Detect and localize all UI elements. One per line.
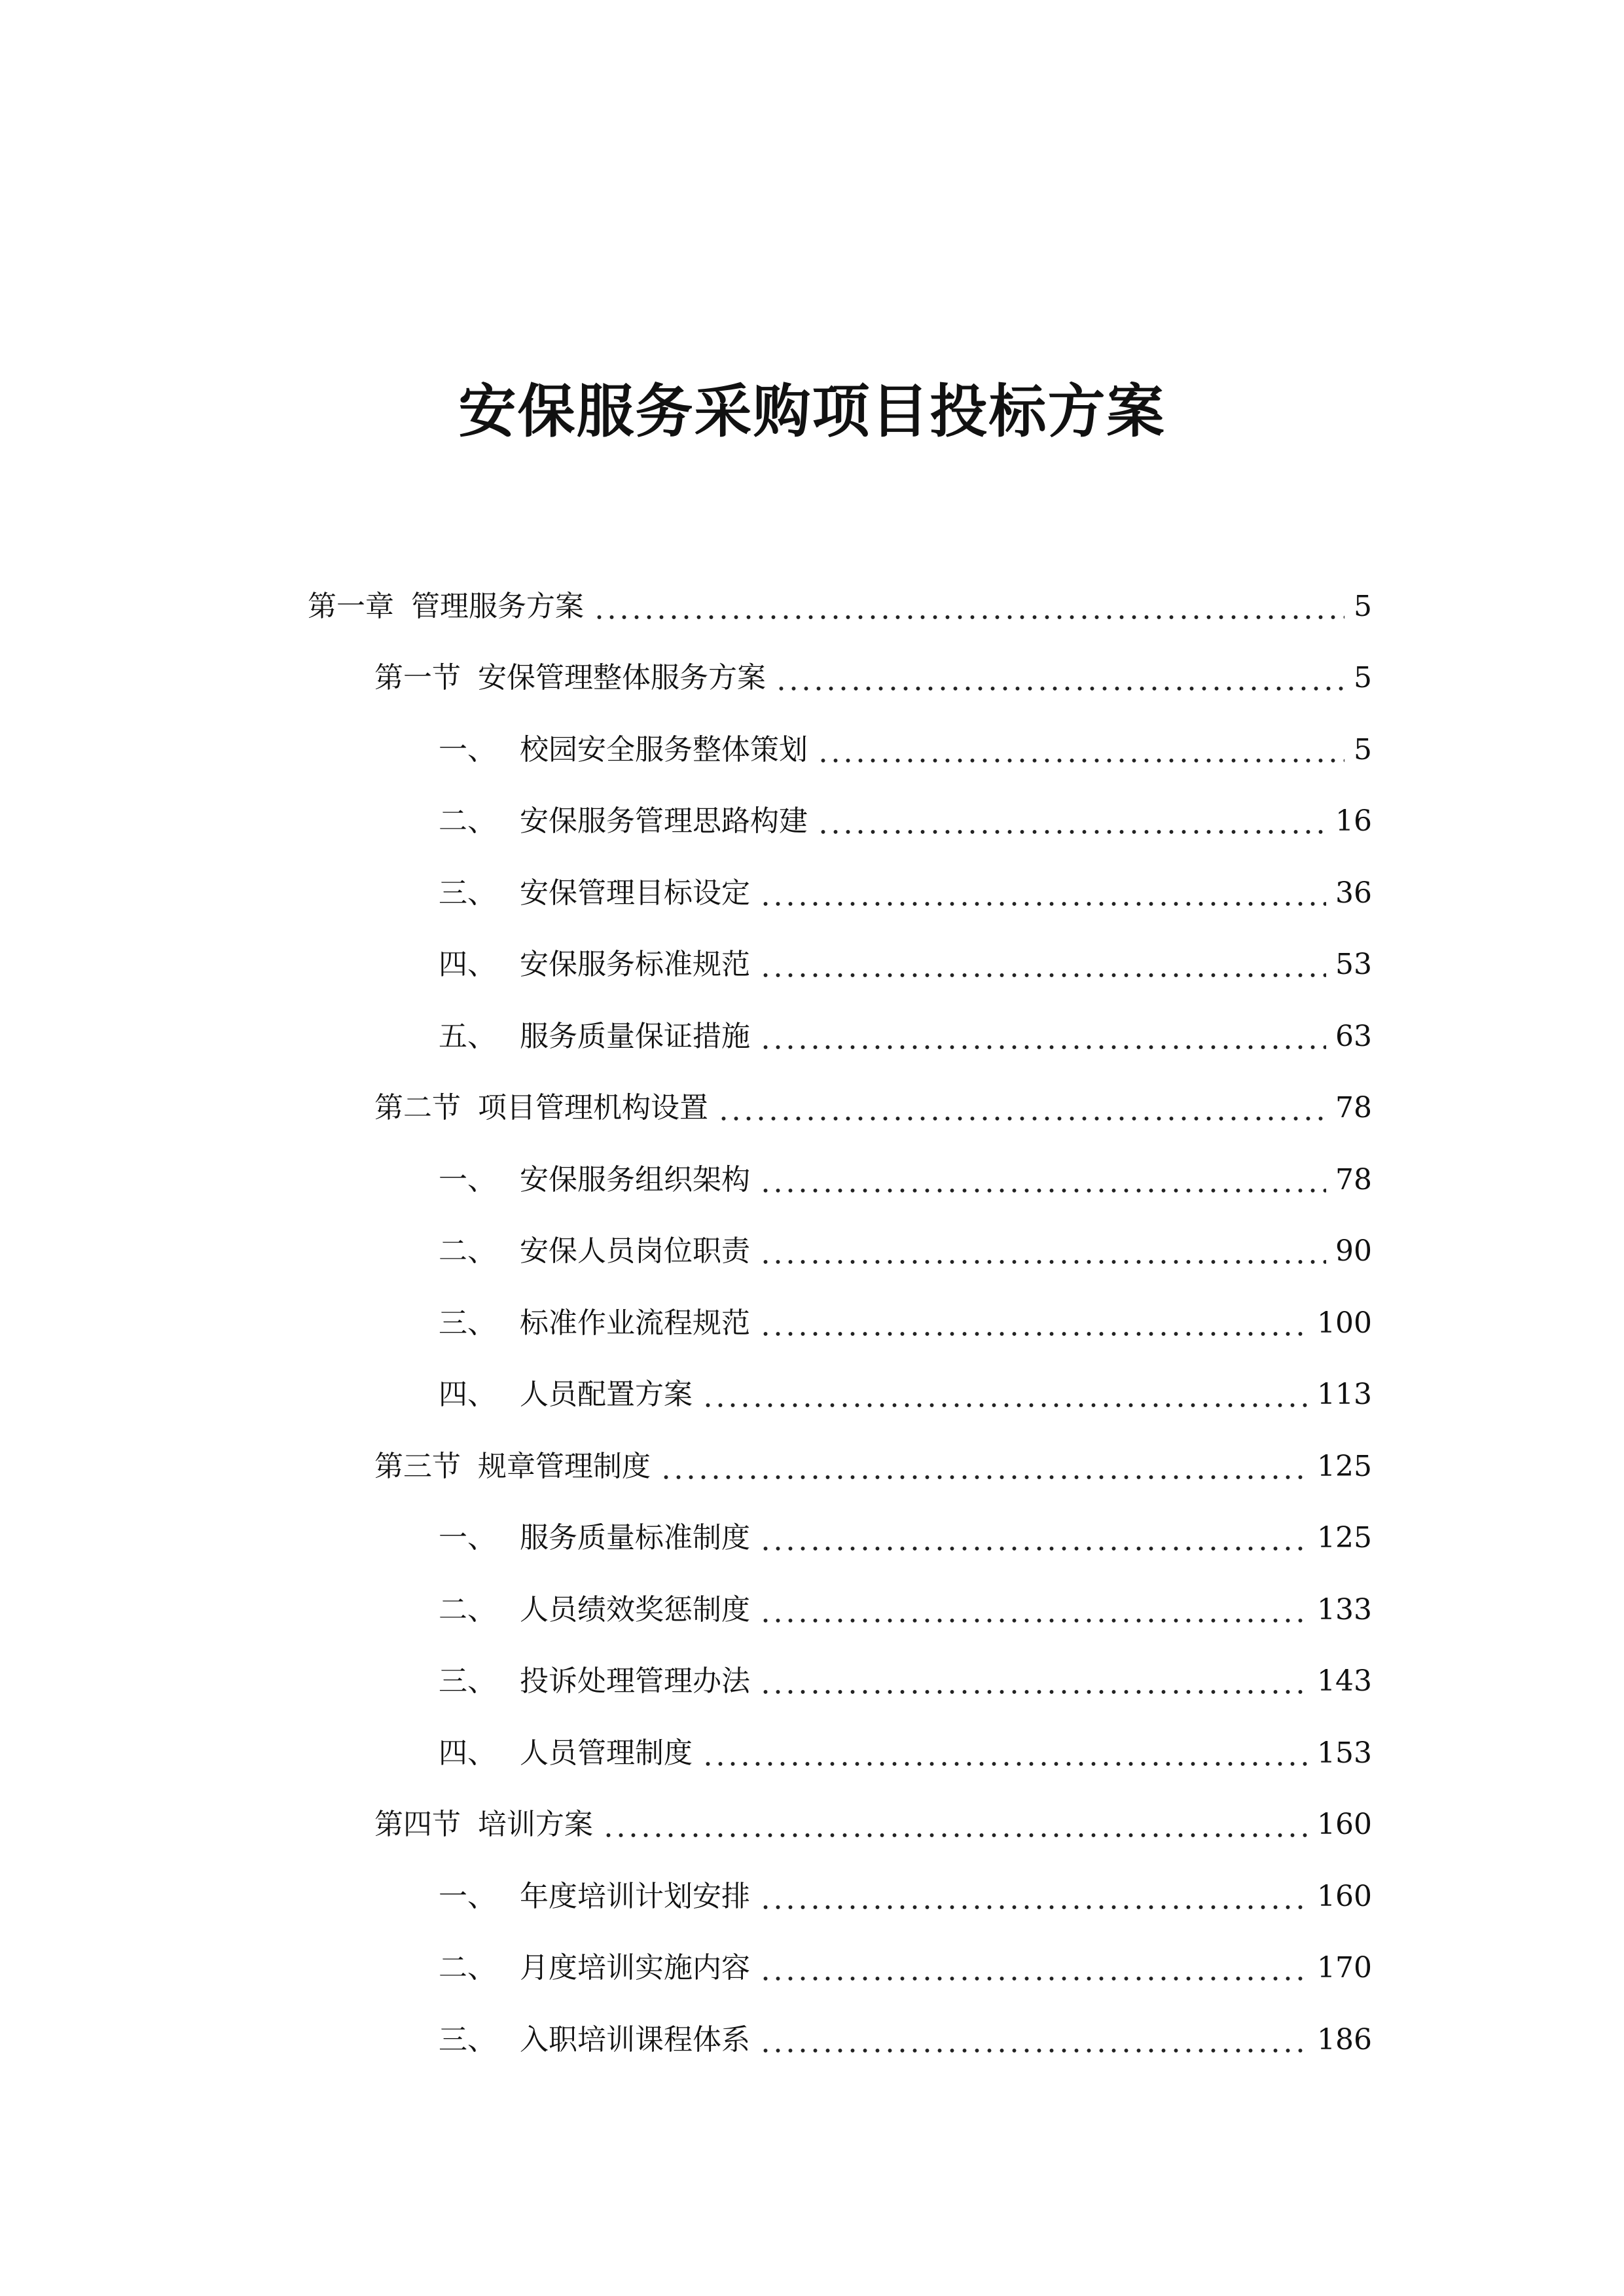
toc-subsection[interactable] — [0, 1001, 1624, 1073]
toc-subsection[interactable] — [0, 1646, 1624, 1718]
dot-leader — [817, 802, 1326, 841]
toc-chapter[interactable] — [0, 571, 1624, 643]
toc-entry-number: 二、 — [439, 804, 496, 838]
toc-page-number: 78 — [1335, 1162, 1372, 1196]
toc-entry-number: 一、 — [439, 1521, 496, 1555]
toc-entry-number: 五、 — [439, 1019, 496, 1053]
toc-entry-number: 三、 — [439, 2022, 496, 2056]
toc-subsection[interactable] — [0, 1933, 1624, 2005]
toc-entry-number: 第二节 — [374, 1091, 461, 1125]
dot-leader — [717, 1088, 1326, 1128]
toc-page-number: 160 — [1317, 1879, 1372, 1913]
dot-leader — [759, 1304, 1308, 1343]
table-of-contents — [0, 571, 1624, 2076]
dot-leader — [702, 1734, 1308, 1773]
toc-entry-number: 二、 — [439, 1951, 496, 1985]
toc-entry-number: 四、 — [439, 1378, 496, 1412]
toc-subsection[interactable] — [0, 1216, 1624, 1288]
toc-section[interactable] — [0, 643, 1624, 715]
dot-leader — [759, 1232, 1326, 1271]
toc-section[interactable] — [0, 1431, 1624, 1503]
toc-entry-title: 服务质量保证措施 — [520, 1019, 750, 1053]
toc-subsection[interactable] — [0, 1861, 1624, 1933]
toc-subsection[interactable] — [0, 786, 1624, 858]
toc-entry-number: 第四节 — [374, 1808, 461, 1842]
toc-page-number: 125 — [1317, 1449, 1372, 1483]
toc-page-number: 133 — [1317, 1592, 1372, 1626]
dot-leader — [759, 1662, 1308, 1701]
dot-leader — [817, 730, 1344, 770]
toc-page-number: 53 — [1335, 948, 1372, 982]
toc-page-number: 170 — [1317, 1951, 1372, 1985]
toc-subsection[interactable] — [0, 1574, 1624, 1646]
toc-page-number: 5 — [1354, 732, 1372, 766]
dot-leader — [593, 587, 1344, 626]
toc-entry-title: 安保服务管理思路构建 — [520, 804, 808, 838]
toc-entry-number: 二、 — [439, 1234, 496, 1268]
toc-entry-title: 年度培训计划安排 — [520, 1879, 750, 1913]
toc-entry-title: 安保管理目标设定 — [520, 876, 750, 910]
dot-leader — [759, 1948, 1308, 1988]
dot-leader — [759, 2020, 1308, 2060]
toc-page-number: 36 — [1335, 876, 1372, 910]
toc-entry-title: 校园安全服务整体策划 — [520, 732, 808, 766]
dot-leader — [759, 874, 1326, 913]
dot-leader — [759, 1518, 1308, 1558]
toc-entry-number: 一、 — [439, 732, 496, 766]
toc-entry-number: 三、 — [439, 1664, 496, 1698]
toc-page-number: 160 — [1317, 1808, 1372, 1842]
toc-entry-number: 一、 — [439, 1879, 496, 1913]
toc-entry-title: 安保管理整体服务方案 — [478, 661, 766, 695]
toc-page-number: 125 — [1317, 1521, 1372, 1555]
dot-leader — [775, 658, 1344, 698]
toc-page-number: 5 — [1354, 589, 1372, 623]
toc-page-number: 90 — [1335, 1234, 1372, 1268]
dot-leader — [759, 1017, 1326, 1056]
toc-entry-title: 培训方案 — [478, 1808, 593, 1842]
toc-entry-number: 四、 — [439, 1736, 496, 1770]
toc-subsection[interactable] — [0, 1503, 1624, 1575]
toc-page-number: 113 — [1317, 1378, 1372, 1412]
toc-subsection[interactable] — [0, 1287, 1624, 1359]
toc-entry-number: 第一章 — [308, 589, 394, 623]
toc-entry-number: 第一节 — [374, 661, 461, 695]
toc-page-number: 186 — [1317, 2022, 1372, 2056]
toc-entry-title: 人员管理制度 — [520, 1736, 693, 1770]
toc-entry-title: 管理服务方案 — [411, 589, 584, 623]
toc-page-number: 16 — [1335, 804, 1372, 838]
toc-entry-title: 投诉处理管理办法 — [520, 1664, 750, 1698]
toc-page-number: 100 — [1317, 1306, 1372, 1340]
toc-entry-title: 服务质量标准制度 — [520, 1521, 750, 1555]
toc-section[interactable] — [0, 1789, 1624, 1861]
toc-entry-number: 二、 — [439, 1592, 496, 1626]
toc-entry-title: 入职培训课程体系 — [520, 2022, 750, 2056]
toc-entry-title: 人员绩效奖惩制度 — [520, 1592, 750, 1626]
dot-leader — [759, 1877, 1308, 1916]
toc-page-number: 78 — [1335, 1091, 1372, 1125]
toc-section[interactable] — [0, 1073, 1624, 1145]
toc-entry-title: 安保服务标准规范 — [520, 948, 750, 982]
toc-entry-title: 项目管理机构设置 — [478, 1091, 708, 1125]
toc-page-number: 143 — [1317, 1664, 1372, 1698]
toc-subsection[interactable] — [0, 2004, 1624, 2076]
dot-leader — [759, 945, 1326, 984]
toc-page-number: 153 — [1317, 1736, 1372, 1770]
toc-entry-title: 规章管理制度 — [478, 1449, 651, 1483]
toc-page-number: 5 — [1354, 661, 1372, 695]
toc-entry-number: 第三节 — [374, 1449, 461, 1483]
dot-leader — [759, 1160, 1326, 1200]
toc-subsection[interactable] — [0, 1144, 1624, 1216]
toc-entry-title: 安保服务组织架构 — [520, 1162, 750, 1196]
toc-subsection[interactable] — [0, 714, 1624, 786]
toc-page-number: 63 — [1335, 1019, 1372, 1053]
dot-leader — [759, 1590, 1308, 1630]
dot-leader — [660, 1447, 1308, 1486]
toc-entry-title: 月度培训实施内容 — [520, 1951, 750, 1985]
toc-entry-title: 安保人员岗位职责 — [520, 1234, 750, 1268]
toc-entry-title: 人员配置方案 — [520, 1378, 693, 1412]
toc-subsection[interactable] — [0, 929, 1624, 1001]
toc-entry-number: 一、 — [439, 1162, 496, 1196]
toc-entry-number: 三、 — [439, 876, 496, 910]
toc-subsection[interactable] — [0, 857, 1624, 929]
toc-subsection[interactable] — [0, 1717, 1624, 1789]
dot-leader — [602, 1805, 1308, 1844]
dot-leader — [702, 1375, 1308, 1414]
toc-entry-title: 标准作业流程规范 — [520, 1306, 750, 1340]
toc-subsection[interactable] — [0, 1359, 1624, 1431]
document-title: 安保服务采购项目投标方案 — [458, 377, 1166, 445]
toc-entry-number: 四、 — [439, 948, 496, 982]
toc-entry-number: 三、 — [439, 1306, 496, 1340]
